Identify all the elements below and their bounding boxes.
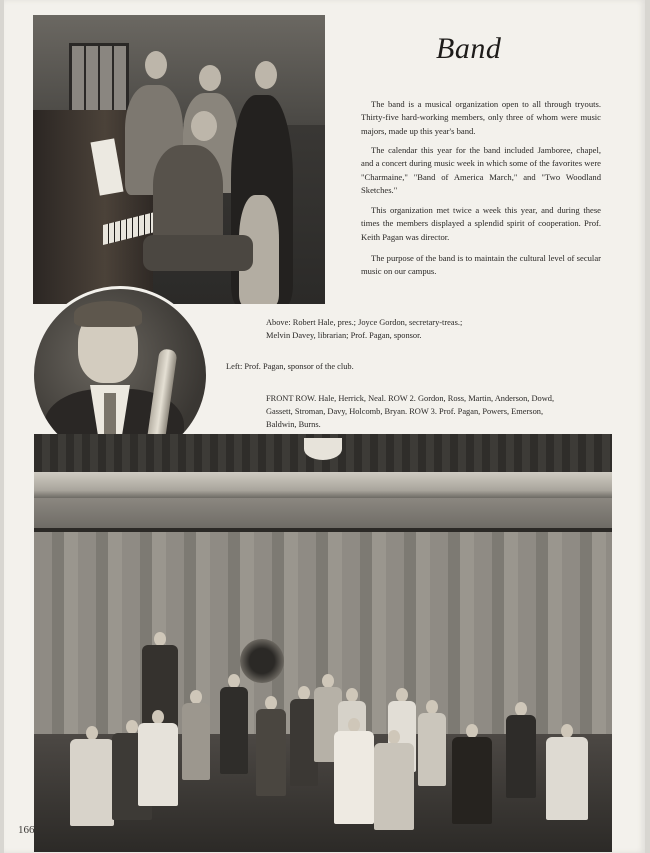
officers-piano-photo [33,15,325,304]
yearbook-page [4,0,645,853]
body-paragraph-3: This organization met twice a week this year, and during these times the members displayed a splendid spirit of cooperation. Prof. Keith Pagan was director. [361,205,601,242]
page-title: Band [436,32,502,65]
caption-above: Above: Robert Hale, pres.; Joyce Gordon, secretary-treas.; Melvin Davey, librarian; Prof. Pagan, sponsor. [266,318,463,340]
body-paragraph-2: The calendar this year for the band included Jamboree, chapel, and a concert during music week in which some of the favorites were "Charmaine," "Band of America March," and "Two Woodland Sketches." [361,145,601,195]
page-number: 166 [18,824,35,836]
band-group-photo [34,434,612,852]
body-paragraph-1: The band is a musical organization open to all through tryouts. Thirty-five hard-working members, only three of whom were music majors, made up this year's band. [361,99,601,136]
caption-left: Left: Prof. Pagan, sponsor of the club. [226,362,354,371]
body-paragraph-4: The purpose of the band is to maintain the cultural level of secular music on our campus. [361,253,601,277]
caption-group: FRONT ROW. Hale, Herrick, Neal. ROW 2. Gordon, Ross, Martin, Anderson, Dowd, Gassett, Stroman, Davy, Holcomb, Bryan. ROW 3. Prof. Pagan, Powers, Emerson, Baldwin, Burns. [266,394,555,429]
